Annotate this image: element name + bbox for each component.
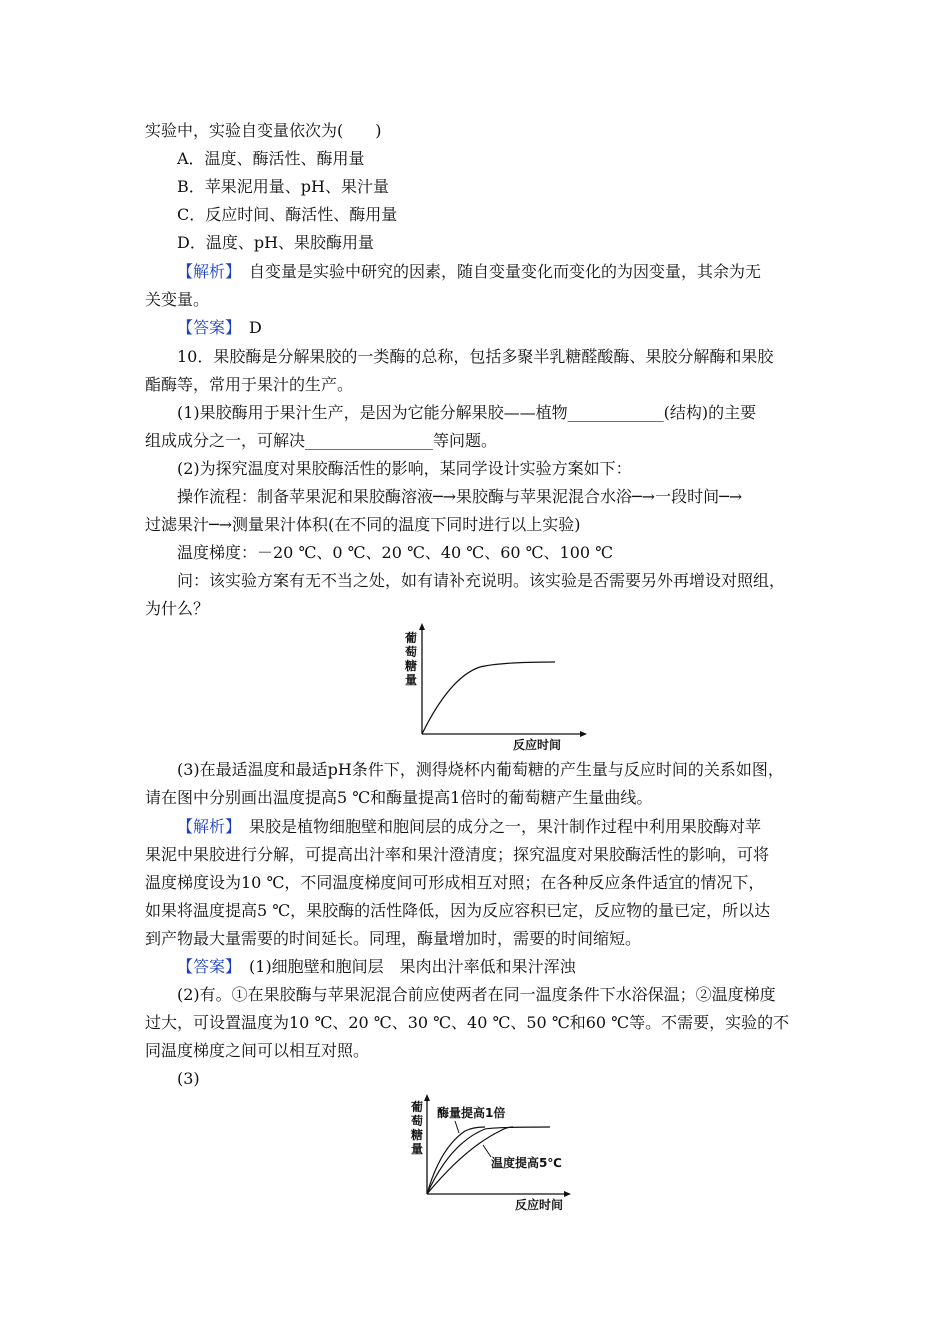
- q10-analysis: [177, 817, 837, 837]
- y-label-4: 量: [405, 673, 418, 687]
- y-axis-arrow: [424, 1094, 430, 1101]
- y-label-4: 量: [411, 1142, 424, 1156]
- y-label-3: 糖: [405, 659, 418, 673]
- q9-option-c: C．反应时间、酶活性、酶用量: [177, 205, 398, 224]
- q9-analysis-cont: 关变量。: [145, 290, 210, 309]
- q10-part2: (2)为探究温度对果胶酶活性的影响，某同学设计实验方案如下：: [177, 459, 632, 478]
- y-label-2: 萄: [411, 1114, 424, 1128]
- q10-part3-cont: 请在图中分别画出温度提高5 ℃和酶量提高1倍时的葡萄糖产生量曲线。: [145, 788, 653, 807]
- q10-analysis-4: 如果将温度提高5 ℃，果胶酶的活性降低，因为反应容积已定，反应物的量已定，所以达: [145, 901, 771, 920]
- answer-tag: 【答案】: [177, 957, 234, 976]
- q9-option-d: D．温度、pH、果胶酶用量: [177, 233, 375, 252]
- q10-analysis-5: 到产物最大量需要的时间延长。同理，酶量增加时，需要的时间缩短。: [145, 929, 642, 948]
- x-axis-arrow: [580, 731, 587, 737]
- figure-answer-curves: [395, 1093, 595, 1218]
- q10-temperature-gradient: 温度梯度：－20 ℃、0 ℃、20 ℃、40 ℃、60 ℃、100 ℃: [177, 543, 614, 562]
- q10-answer: [177, 957, 837, 977]
- q10-answer-2-cont: 过大，可设置温度为10 ℃、20 ℃、30 ℃、40 ℃、50 ℃和60 ℃等。不需要，实验的不: [145, 1013, 790, 1032]
- q10-flow-cont: 过滤果汁─→测量果汁体积(在不同的温度下同时进行以上实验): [145, 515, 581, 534]
- y-label-2: 萄: [405, 645, 418, 659]
- q9-analysis: [177, 262, 837, 282]
- answer-text: (1)细胞壁和胞间层 果肉出汁率低和果汁浑浊: [233, 957, 576, 976]
- q9-option-b: B．苹果泥用量、pH、果汁量: [177, 177, 389, 196]
- analysis-tag: 【解析】: [177, 817, 234, 836]
- q9-answer: [177, 318, 837, 338]
- q10-part1: (1)果胶酶用于果汁生产，是因为它能分解果胶——植物____________(结构)的主要: [177, 403, 757, 422]
- answer-text: D: [233, 318, 262, 337]
- q9-option-a: A．温度、酶活性、酶用量: [177, 149, 365, 168]
- q10-part1-cont: 组成成分之一，可解决________________等问题。: [145, 431, 498, 450]
- q10-question: 问：该实验方案有无不当之处，如有请补充说明。该实验是否需要另外再增设对照组，: [177, 571, 786, 590]
- figure-glucose-vs-time: [395, 622, 595, 754]
- y-label-1: 葡: [405, 631, 418, 645]
- y-label-3: 糖: [411, 1128, 424, 1142]
- y-axis-arrow: [419, 623, 425, 630]
- q10-answer-3: (3): [177, 1069, 200, 1088]
- glucose-curve: [422, 662, 555, 734]
- q10-answer-2: (2)有。①在果胶酶与苹果泥混合前应使两者在同一温度条件下水浴保温；②温度梯度: [177, 985, 776, 1004]
- answer-tag: 【答案】: [177, 318, 234, 337]
- x-label: 反应时间: [513, 738, 562, 752]
- q10-analysis-3: 温度梯度设为10 ℃，不同温度梯度间可形成相互对照；在各种反应条件适宜的情况下，: [145, 873, 765, 892]
- label-pointer-enzyme: [455, 1121, 459, 1133]
- analysis-text: 果胶是植物细胞壁和胞间层的成分之一，果汁制作过程中利用果胶酶对苹: [233, 817, 762, 836]
- q9-stem: 实验中，实验自变量依次为( ): [145, 121, 382, 140]
- y-label-1: 葡: [411, 1100, 424, 1114]
- x-label: 反应时间: [515, 1198, 564, 1212]
- q10-flow: 操作流程：制备苹果泥和果胶酶溶液─→果胶酶与苹果泥混合水浴─→一段时间─→: [177, 487, 743, 506]
- label-pointer-temperature: [483, 1145, 491, 1157]
- q10-part3: (3)在最适温度和最适pH条件下，测得烧杯内葡萄糖的产生量与反应时间的关系如图，: [177, 760, 784, 779]
- q10-question-cont: 为什么？: [145, 599, 210, 618]
- x-axis-arrow: [564, 1191, 571, 1197]
- q10-intro-cont: 酯酶等，常用于果汁的生产。: [145, 375, 354, 394]
- label-enzyme-doubled: 酶量提高1倍: [437, 1106, 506, 1120]
- q10-analysis-2: 果泥中果胶进行分解，可提高出汁率和果汁澄清度；探究温度对果胶酶活性的影响，可将: [145, 845, 770, 864]
- q10-intro: 10．果胶酶是分解果胶的一类酶的总称，包括多聚半乳糖醛酸酶、果胶分解酶和果胶: [177, 347, 774, 366]
- q10-answer-2-end: 同温度梯度之间可以相互对照。: [145, 1041, 370, 1060]
- analysis-tag: 【解析】: [177, 262, 234, 281]
- analysis-text: 自变量是实验中研究的因素，随自变量变化而变化的为因变量，其余为无: [233, 262, 762, 281]
- label-temperature-raised: 温度提高5℃: [491, 1156, 562, 1170]
